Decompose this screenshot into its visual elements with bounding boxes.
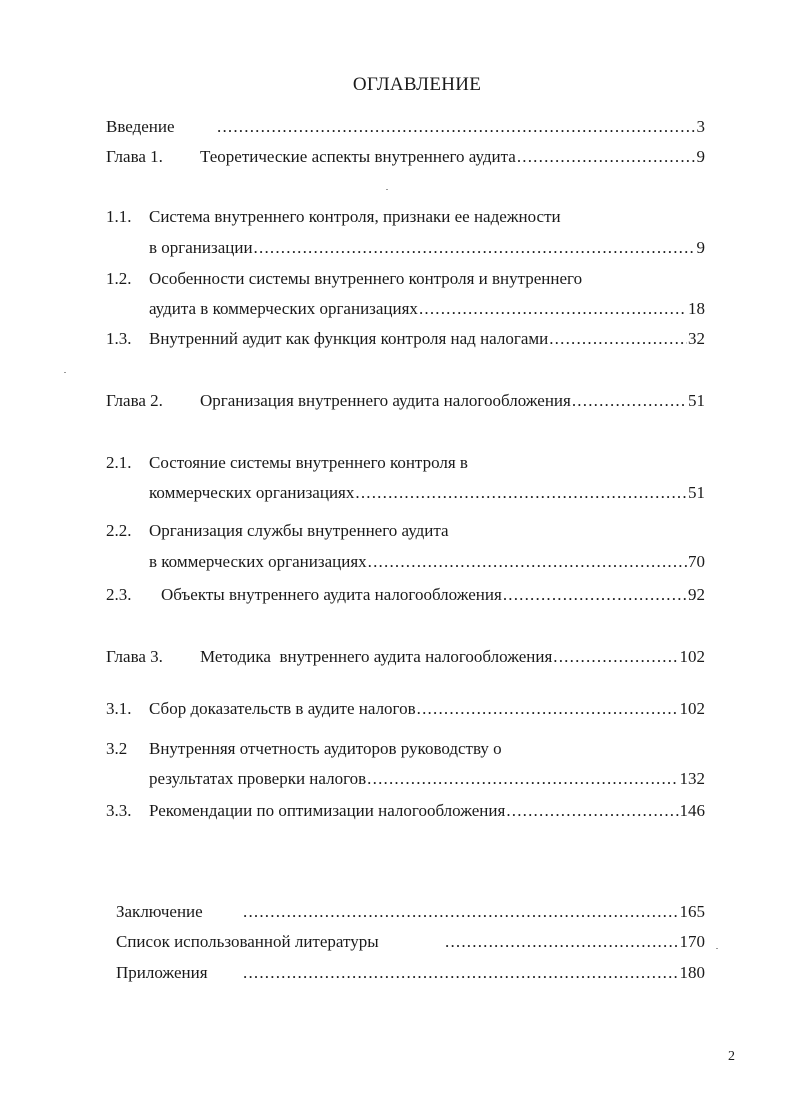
- toc-entry-3-2: [149, 768, 705, 790]
- toc-entry-conclusion: [116, 901, 705, 923]
- toc-entry-intro: [106, 116, 705, 138]
- toc-entry-1-3: [149, 328, 705, 350]
- toc-leader-dots: [506, 800, 678, 822]
- toc-section-number: 3.2: [106, 739, 128, 758]
- toc-leader-dots: [553, 646, 678, 668]
- scan-speck: [64, 372, 66, 373]
- toc-leader-dots: [243, 962, 679, 984]
- toc-entry-label: Приложения: [116, 963, 208, 982]
- toc-page-number: 165: [679, 902, 705, 921]
- toc-leader-dots: [572, 390, 687, 412]
- toc-leader-dots: [503, 584, 687, 606]
- toc-entry-1-2: [149, 298, 705, 320]
- toc-page-number: 32: [688, 329, 705, 348]
- toc-leader-dots: [517, 146, 696, 168]
- toc-leader-dots: [243, 901, 679, 923]
- toc-leader-dots: [549, 328, 687, 350]
- toc-page-number: 51: [688, 391, 705, 410]
- toc-page-number: 170: [679, 932, 705, 951]
- toc-entry-line: Внутренняя отчетность аудиторов руководству о: [149, 739, 502, 758]
- toc-entry-label: в коммерческих организациях: [149, 552, 367, 571]
- toc-entry-label: результатах проверки налогов: [149, 769, 367, 788]
- toc-entry-appendix: [116, 962, 705, 984]
- toc-page-number: 70: [688, 552, 705, 571]
- page-number: 2: [728, 1049, 735, 1064]
- toc-entry-line: Система внутреннего контроля, признаки ее надежности: [149, 207, 561, 226]
- toc-entry-3-3: [149, 800, 705, 822]
- toc-entry-label: в организации: [149, 238, 253, 257]
- toc-entry-label: Сбор доказательств в аудите налогов: [149, 699, 416, 718]
- toc-section-number: 1.1.: [106, 207, 132, 226]
- toc-page-number: 180: [679, 963, 705, 982]
- toc-section-number: 3.1.: [106, 699, 132, 718]
- toc-entry-label: Теоретические аспекты внутреннего аудита: [200, 147, 516, 166]
- toc-entry-2-2: [149, 551, 705, 573]
- toc-chapter-number: Глава 2.: [106, 391, 163, 410]
- toc-page-number: 9: [696, 238, 705, 257]
- toc-entry-line: Состояние системы внутреннего контроля в: [149, 453, 468, 472]
- toc-leader-dots: [417, 698, 679, 720]
- toc-entry-chapter-1: [200, 146, 705, 168]
- toc-page-number: 9: [696, 147, 705, 166]
- toc-entry-label: Список использованной литературы: [116, 932, 379, 951]
- toc-entry-label: Методика внутреннего аудита налогообложения: [200, 647, 553, 666]
- toc-section-number: 2.1.: [106, 453, 132, 472]
- toc-entry-chapter-3: [200, 646, 705, 668]
- toc-entry-label: аудита в коммерческих организациях: [149, 299, 418, 318]
- scan-speck: [386, 189, 388, 190]
- toc-leader-dots: [217, 116, 696, 138]
- toc-entry-2-3: [161, 584, 705, 606]
- toc-leader-dots: [355, 482, 687, 504]
- toc-chapter-number: Глава 3.: [106, 647, 163, 666]
- toc-entry-label: Заключение: [116, 902, 203, 921]
- toc-page-number: 102: [679, 699, 705, 718]
- toc-page-number: 146: [679, 801, 705, 820]
- toc-section-number: 2.2.: [106, 521, 132, 540]
- toc-entry-label: Рекомендации по оптимизации налогообложения: [149, 801, 506, 820]
- toc-entry-3-1: [149, 698, 705, 720]
- toc-page-number: 51: [688, 483, 705, 502]
- toc-section-number: 2.3.: [106, 585, 132, 604]
- toc-entry-2-1: [149, 482, 705, 504]
- scan-speck: [716, 948, 718, 949]
- toc-entry-label: Организация внутреннего аудита налогообложения: [200, 391, 571, 410]
- toc-leader-dots: [419, 298, 687, 320]
- toc-page-number: 132: [679, 769, 705, 788]
- toc-entry-label: Введение: [106, 117, 175, 136]
- toc-entry-line: Организация службы внутреннего аудита: [149, 521, 449, 540]
- toc-entry-chapter-2: [200, 390, 705, 412]
- toc-page-number: 102: [679, 647, 705, 666]
- toc-leader-dots: [254, 237, 696, 259]
- toc-leader-dots: [368, 551, 687, 573]
- toc-page-number: 18: [688, 299, 705, 318]
- toc-title: ОГЛАВЛЕНИЕ: [352, 74, 482, 95]
- toc-entry-bibliography: [116, 931, 705, 953]
- toc-page-number: 92: [688, 585, 705, 604]
- toc-entry-label: Объекты внутреннего аудита налогообложения: [161, 585, 502, 604]
- toc-entry-label: коммерческих организациях: [149, 483, 355, 502]
- toc-leader-dots: [445, 931, 679, 953]
- toc-section-number: 1.3.: [106, 329, 132, 348]
- toc-leader-dots: [367, 768, 678, 790]
- toc-chapter-number: Глава 1.: [106, 147, 163, 166]
- toc-entry-line: Особенности системы внутреннего контроля и внутреннего: [149, 269, 583, 288]
- toc-entry-1-1: [149, 237, 705, 259]
- toc-section-number: 3.3.: [106, 801, 132, 820]
- toc-page-number: 3: [696, 117, 705, 136]
- toc-entry-label: Внутренний аудит как функция контроля над налогами: [149, 329, 549, 348]
- toc-section-number: 1.2.: [106, 269, 132, 288]
